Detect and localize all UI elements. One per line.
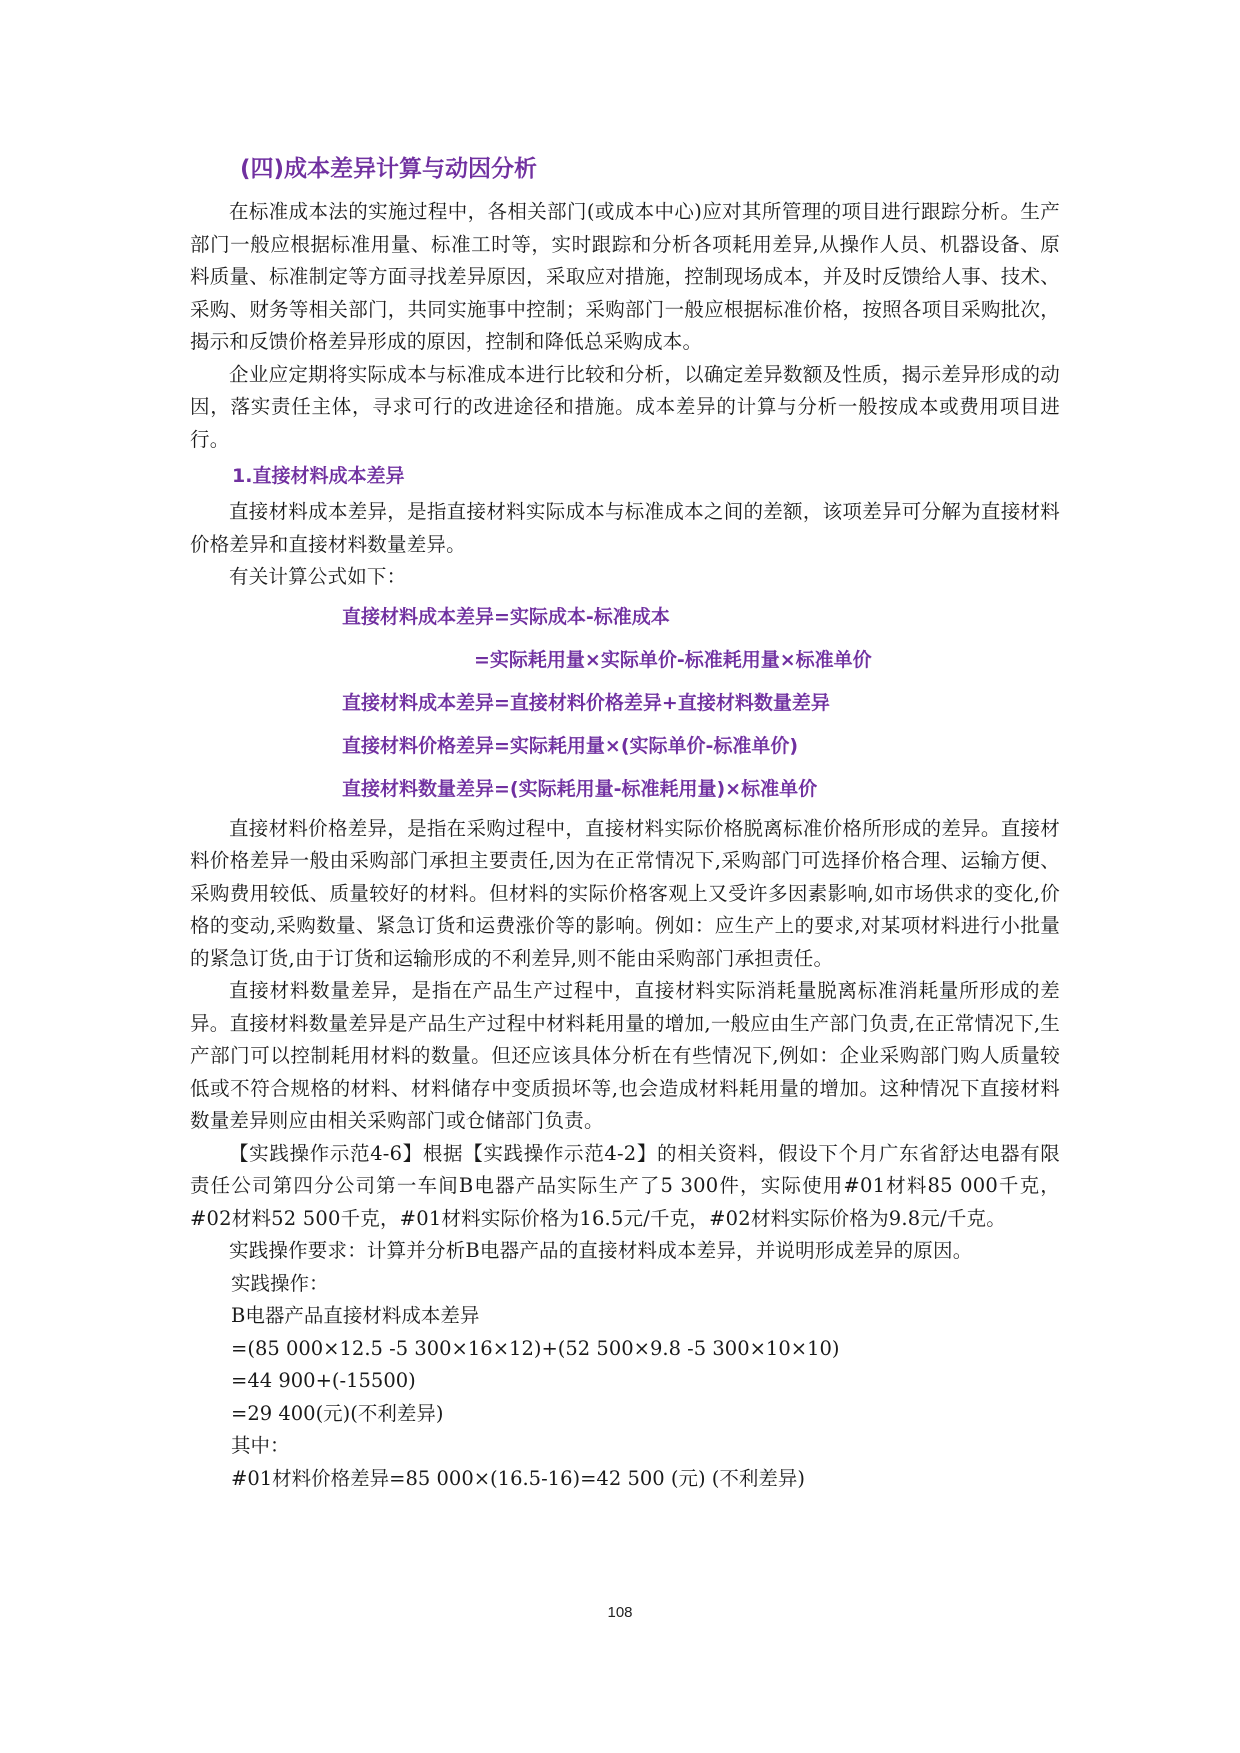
section-title: (四)成本差异计算与动因分析 (240, 156, 538, 182)
formula-line: 直接材料数量差异=(实际耗用量-标准耗用量)×标准单价 (342, 777, 818, 800)
calculation-block (190, 1268, 1060, 1496)
paragraph-intro-1: 在标准成本法的实施过程中，各相关部门(或成本中心)应对其所管理的项目进行跟踪分析。生产部门一般应根据标准用量、标准工时等，实时跟踪和分析各项耗用差异,从操作人员、机器设备、原料质量、标准制定等方面寻找差异原因，采取应对措施，控制现场成本，并及时反馈给人事、技术、采购、财务等相关部门，共同实施事中控制；采购部门一般应根据标准价格，按照各项目采购批次，揭示和反馈价格差异形成的原因，控制和降低总采购成本。 (190, 200, 1060, 353)
paragraph-formula-intro: 有关计算公式如下： (229, 565, 407, 588)
calc-line: =(85 000×12.5 -5 300×16×12)+(52 500×9.8 -5 300×10×10) (231, 1336, 840, 1360)
paragraph-quantity-variance: 直接材料数量差异，是指在产品生产过程中，直接材料实际消耗量脱离标准消耗量所形成的差异。直接材料数量差异是产品生产过程中材料耗用量的增加,一般应由生产部门负责,在正常情况下,生产部门可以控制耗用材料的数量。但还应该具体分析在有些情况下,例如：企业采购部门购人质量较低或不符合规格的材料、材料储存中变质损坏等,也会造成材料耗用量的增加。这种情况下直接材料数量差异则应由相关采购部门或仓储部门负责。 (190, 979, 1060, 1132)
formula-line: 直接材料成本差异=直接材料价格差异+直接材料数量差异 (342, 691, 830, 714)
calc-line: 其中： (231, 1434, 290, 1457)
calc-line: =29 400(元)(不利差异) (231, 1401, 444, 1425)
paragraph-price-variance: 直接材料价格差异，是指在采购过程中，直接材料实际价格脱离标准价格所形成的差异。直接材料价格差异一般由采购部门承担主要责任,因为在正常情况下,采购部门可选择价格合理、运输方便、采购费用较低、质量较好的材料。但材料的实际价格客观上又受许多因素影响,如市场供求的变化,价格的变动,采购数量、紧急订货和运费涨价等的影响。例如：应生产上的要求,对某项材料进行小批量的紧急订货,由于订货和运输形成的不利差异,则不能由采购部门承担责任。 (190, 816, 1060, 970)
formula-line: 直接材料成本差异=实际成本-标准成本 (342, 605, 670, 628)
page-number: 108 (607, 1604, 633, 1621)
paragraph-material-definition: 直接材料成本差异，是指直接材料实际成本与标准成本之间的差额，该项差异可分解为直接材料价格差异和直接材料数量差异。 (190, 500, 1060, 556)
paragraph-practice-requirement: 实践操作要求：计算并分析B电器产品的直接材料成本差异，并说明形成差异的原因。 (229, 1239, 973, 1262)
calc-line: 实践操作： (231, 1271, 329, 1295)
paragraph-intro-2: 企业应定期将实际成本与标准成本进行比较和分析，以确定差异数额及性质，揭示差异形成的动因，落实责任主体，寻求可行的改进途径和措施。成本差异的计算与分析一般按成本或费用项目进行。 (190, 362, 1060, 451)
page-content (190, 152, 1060, 1495)
calc-line: =44 900+(-15500) (231, 1369, 416, 1392)
formula-block (190, 596, 1060, 811)
paragraph-practice-example: 【实践操作示范4-6】根据【实践操作示范4-2】的相关资料，假设下个月广东省舒达电器有限责任公司第四分公司第一车间B电器产品实际生产了5 300件，实际使用#01材料85 000千克，#02材料52 500千克，#01材料实际价格为16.5元/千克，#02材料实际价格为9.8元/千克。 (190, 1141, 1060, 1230)
calc-line: B电器产品直接材料成本差异 (231, 1304, 480, 1327)
subsection-title: 1.直接材料成本差异 (232, 465, 405, 487)
calc-line: #01材料价格差异=85 000×(16.5-16)=42 500 (元) (不利差异) (231, 1466, 805, 1490)
formula-line: =实际耗用量×实际单价-标准耗用量×标准单价 (474, 648, 872, 671)
formula-line: 直接材料价格差异=实际耗用量×(实际单价-标准单价) (342, 734, 799, 757)
